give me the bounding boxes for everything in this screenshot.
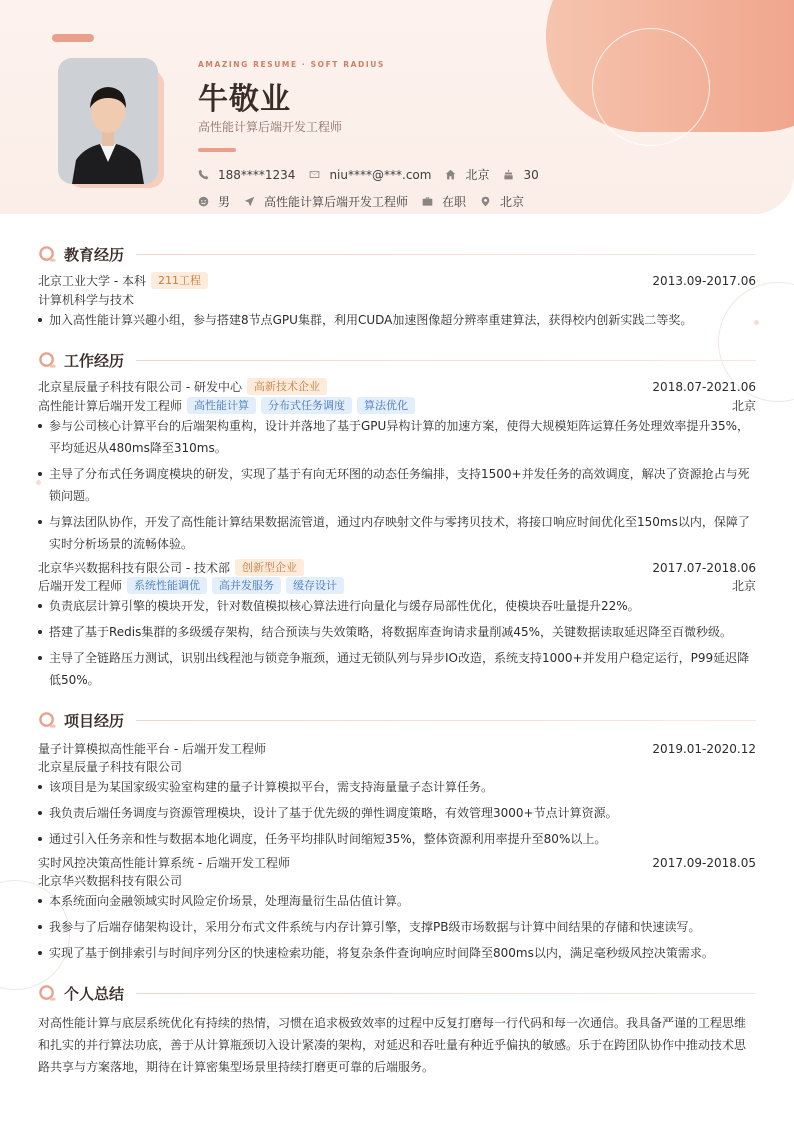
gender-icon	[198, 196, 209, 207]
skill-tag: 高并发服务	[212, 577, 281, 594]
skill-tag: 算法优化	[357, 397, 415, 414]
work-role: 高性能计算后端开发工程师	[38, 399, 183, 413]
phone-icon	[198, 169, 209, 180]
education-school-row	[38, 272, 756, 289]
section-search-icon	[38, 245, 57, 264]
resume-eyebrow: AMAZING RESUME · SOFT RADIUS	[198, 60, 385, 69]
info-phone	[198, 168, 295, 182]
section-search-icon	[38, 711, 57, 730]
skill-tag: 分布式任务调度	[261, 397, 352, 414]
education-major-row	[38, 291, 756, 308]
skill-tag: 高性能计算	[187, 397, 256, 414]
work-company-row	[38, 559, 756, 576]
contact-row	[198, 166, 553, 183]
work-location: 北京	[731, 399, 756, 413]
project-bullet: 该项目是为某国家级实验室构建的量子计算模拟平台，需支持海量量子态计算任务。	[38, 776, 756, 798]
project-bullet: 通过引入任务亲和性与数据本地化调度，任务平均排队时间缩短35%，整体资源利用率提升至80%以上。	[38, 828, 756, 850]
section-search-icon	[38, 984, 57, 1003]
education-major: 计算机科学与技术	[38, 293, 135, 307]
skill-tag: 系统性能调优	[127, 577, 207, 594]
project-org-row	[38, 872, 756, 889]
project-date: 2017.09-2018.05	[652, 855, 756, 870]
project-bullet: 实现了基于倒排索引与时间序列分区的快速检索功能，将复杂条件查询响应时间降至800ms以内，满足毫秒级风控决策需求。	[38, 942, 756, 964]
section-projects-header	[38, 710, 756, 731]
project-bullet: 本系统面向金融领域实时风险定价场景，处理海量衍生品估值计算。	[38, 890, 756, 912]
header-decor-ring	[592, 28, 710, 146]
info-target-role	[244, 193, 408, 210]
info-age-text: 30	[523, 167, 539, 182]
project-bullet: 我负责后端任务调度与资源管理模块，设计了基于优先级的弹性调度策略，有效管理3000+节点计算资源。	[38, 802, 756, 824]
work-bullet: 与算法团队协作，开发了高性能计算结果数据流管道，通过内存映射文件与零拷贝技术，将接口响应时间优化至150ms以内，保障了实时分析场景的流畅体验。	[38, 511, 756, 555]
avatar-portrait	[58, 58, 158, 184]
candidate-title: 高性能计算后端开发工程师	[198, 120, 343, 134]
work-role-row	[38, 577, 756, 594]
section-education-title: 教育经历	[64, 246, 125, 264]
cake-icon	[503, 169, 514, 180]
profile-row	[198, 193, 538, 210]
info-email	[309, 168, 431, 182]
work-bullet: 参与公司核心计算平台的后端架构重构，设计并落地了基于GPU异构计算的加速方案，使得大规模矩阵运算任务处理效率提升35%，平均延迟从480ms降至310ms。	[38, 415, 756, 459]
section-divider	[136, 993, 756, 994]
section-projects-title: 项目经历	[64, 712, 125, 730]
title-underline	[198, 148, 236, 152]
section-divider	[136, 720, 756, 721]
project-title: 实时风控决策高性能计算系统 - 后端开发工程师	[38, 856, 290, 870]
info-age	[503, 168, 538, 182]
section-summary-title: 个人总结	[64, 985, 125, 1003]
info-status-text: 在职	[442, 195, 467, 209]
info-target-role-text: 高性能计算后端开发工程师	[264, 195, 409, 209]
skill-tag: 缓存设计	[286, 577, 344, 594]
info-status	[422, 193, 466, 210]
work-company-tag: 高新技术企业	[247, 378, 327, 395]
home-icon	[445, 169, 456, 180]
section-divider	[136, 254, 756, 255]
project-org: 北京星辰量子科技有限公司	[38, 760, 183, 774]
info-email-text: niu****@***.com	[329, 167, 432, 182]
mail-icon	[309, 169, 320, 180]
info-location	[480, 193, 524, 210]
project-date: 2019.01-2020.12	[652, 741, 756, 756]
work-date: 2017.07-2018.06	[652, 560, 756, 575]
work-company-row	[38, 378, 756, 395]
work-company-tag: 创新型企业	[235, 559, 304, 576]
education-tag: 211工程	[151, 272, 208, 289]
info-home	[445, 166, 489, 183]
education-bullet: 加入高性能计算兴趣小组，参与搭建8节点GPU集群，利用CUDA加速图像超分辨率重建算法，获得校内创新实践二等奖。	[38, 309, 756, 331]
candidate-name: 牛敬业	[198, 82, 291, 117]
section-summary-header	[38, 983, 756, 1004]
section-education-header	[38, 244, 756, 265]
work-company: 北京星辰量子科技有限公司 - 研发中心	[38, 380, 242, 394]
project-title-row	[38, 740, 756, 757]
header-decor-bar	[52, 34, 94, 42]
work-role-row	[38, 397, 756, 414]
project-title: 量子计算模拟高性能平台 - 后端开发工程师	[38, 742, 266, 756]
work-role: 后端开发工程师	[38, 579, 123, 593]
avatar	[58, 58, 158, 184]
send-icon	[244, 196, 255, 207]
info-home-text: 北京	[465, 168, 490, 182]
briefcase-icon	[422, 196, 433, 207]
section-work-title: 工作经历	[64, 352, 125, 370]
work-location: 北京	[731, 579, 756, 593]
education-date: 2013.09-2017.06	[652, 273, 756, 288]
info-location-text: 北京	[500, 195, 525, 209]
section-search-icon	[38, 351, 57, 370]
info-gender	[198, 193, 230, 210]
project-bullet: 我参与了后端存储架构设计，采用分布式文件系统与内存计算引擎，支撑PB级市场数据与计算中间结果的存储和快速读写。	[38, 916, 756, 938]
work-bullet: 主导了分布式任务调度模块的研发，实现了基于有向无环图的动态任务编排，支持1500+并发任务的高效调度，解决了资源抢占与死锁问题。	[38, 463, 756, 507]
section-work-header	[38, 350, 756, 371]
summary-text: 对高性能计算与底层系统优化有持续的热情，习惯在追求极致效率的过程中反复打磨每一行代码和每一次通信。我具备严谨的工程思维和扎实的并行算法功底，善于从计算瓶颈切入设计紧凑的架构，对延迟和吞吐量有种近乎偏执的敏感。乐于在跨团队协作中推动技术思路共享与方案落地，期待在计算密集型场景里持续打磨更可靠的后端服务。	[38, 1016, 747, 1074]
education-school: 北京工业大学 - 本科	[38, 274, 146, 288]
info-phone-text: 188****1234	[218, 167, 296, 182]
project-org-row	[38, 758, 756, 775]
work-bullet: 负责底层计算引擎的模块开发，针对数值模拟核心算法进行向量化与缓存局部性优化，使模块吞吐量提升22%。	[38, 595, 756, 617]
work-date: 2018.07-2021.06	[652, 379, 756, 394]
info-gender-text: 男	[218, 195, 231, 209]
project-title-row	[38, 854, 756, 871]
work-company: 北京华兴数据科技有限公司 - 技术部	[38, 561, 230, 575]
project-org: 北京华兴数据科技有限公司	[38, 874, 183, 888]
section-divider	[136, 360, 756, 361]
location-icon	[480, 196, 491, 207]
work-bullet: 搭建了基于Redis集群的多级缓存架构，结合预读与失效策略，将数据库查询请求量削减45%，关键数据读取延迟降至百微秒级。	[38, 621, 756, 643]
work-bullet: 主导了全链路压力测试，识别出线程池与锁竞争瓶颈，通过无锁队列与异步IO改造，系统支持1000+并发用户稳定运行，P99延迟降低50%。	[38, 647, 756, 691]
